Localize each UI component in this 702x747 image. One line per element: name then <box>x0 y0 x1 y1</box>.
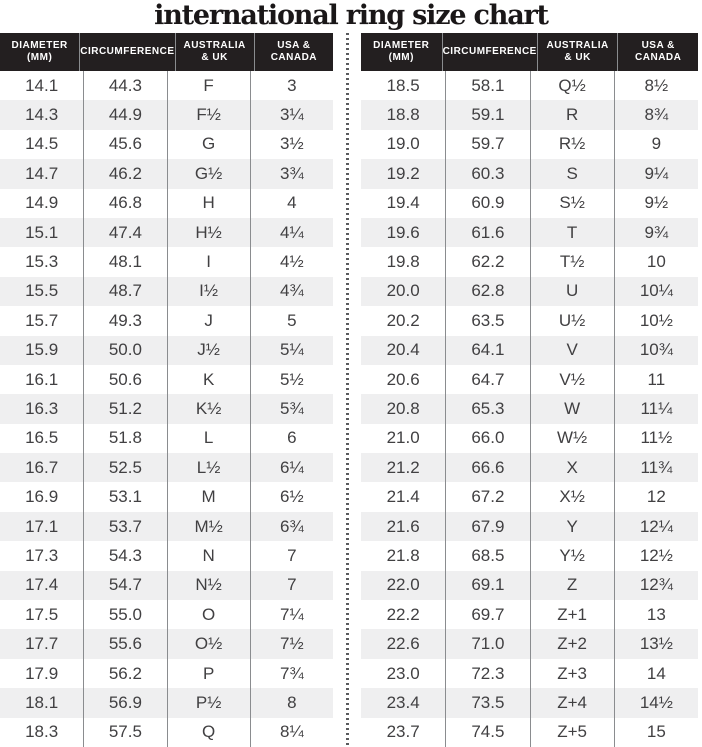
table-row <box>361 629 698 658</box>
table-row <box>0 453 333 482</box>
table-cell: 49.3 <box>83 306 166 335</box>
table-row <box>361 159 698 188</box>
table-cell: 64.7 <box>445 365 529 394</box>
table-cell: 69.7 <box>445 600 529 629</box>
table-cell: M <box>167 482 250 511</box>
table-cell: 17.3 <box>25 545 59 565</box>
table-cell: Y½ <box>530 541 614 570</box>
table-header-row <box>361 33 698 71</box>
table-cell: Z+1 <box>530 600 614 629</box>
table-cell: 19.4 <box>386 193 420 213</box>
table-cell: 56.9 <box>83 688 166 717</box>
table-cell: 6¼ <box>250 453 333 482</box>
table-cell: 8½ <box>614 71 698 100</box>
table-cell: O½ <box>167 629 250 658</box>
table-cell: 7½ <box>250 629 333 658</box>
table-row <box>0 365 333 394</box>
table-row <box>361 277 698 306</box>
table-cell: P½ <box>167 688 250 717</box>
table-cell: 9 <box>614 130 698 159</box>
table-cell: 12 <box>614 482 698 511</box>
table-cell: 14.1 <box>25 75 59 95</box>
table-cell: 14.5 <box>25 134 59 154</box>
table-cell: O <box>167 600 250 629</box>
table-cell: 18.5 <box>386 75 420 95</box>
table-cell: L½ <box>167 453 250 482</box>
table-cell: 14.7 <box>25 163 59 183</box>
table-row <box>0 306 333 335</box>
table-row <box>0 130 333 159</box>
table-cell: 6 <box>250 424 333 453</box>
table-cell: 9¼ <box>614 159 698 188</box>
table-cell: 65.3 <box>445 394 529 423</box>
table-cell: 66.6 <box>445 453 529 482</box>
table-cell: F <box>167 71 250 100</box>
table-cell: X <box>530 453 614 482</box>
page-title: international ring size chart <box>154 0 548 31</box>
table-cell: 45.6 <box>83 130 166 159</box>
table-cell: 46.2 <box>83 159 166 188</box>
table-cell: 73.5 <box>445 688 529 717</box>
table-cell: 19.6 <box>386 222 420 242</box>
table-cell: 4 <box>250 189 333 218</box>
table-row <box>0 600 333 629</box>
table-cell: 22.0 <box>386 575 420 595</box>
table-row <box>0 688 333 717</box>
table-cell: 20.6 <box>386 369 420 389</box>
table-cell: 48.1 <box>83 247 166 276</box>
table-cell: 19.0 <box>386 134 420 154</box>
table-cell: 20.8 <box>386 398 420 418</box>
table-cell: 21.8 <box>386 545 420 565</box>
table-row <box>361 189 698 218</box>
table-cell: 63.5 <box>445 306 529 335</box>
table-cell: 6½ <box>250 482 333 511</box>
table-cell: 23.0 <box>386 663 420 683</box>
table-cell: 7¼ <box>250 600 333 629</box>
table-cell: H½ <box>167 218 250 247</box>
table-cell: 21.4 <box>386 487 420 507</box>
table-cell: I <box>167 247 250 276</box>
table-cell: 67.9 <box>445 512 529 541</box>
table-cell: 12½ <box>614 541 698 570</box>
table-cell: 47.4 <box>83 218 166 247</box>
table-cell: 15.7 <box>25 310 59 330</box>
ring-size-table-left <box>0 33 333 747</box>
table-cell: 8 <box>250 688 333 717</box>
table-cell: Z+4 <box>530 688 614 717</box>
table-cell: Q <box>167 718 250 747</box>
table-cell: 59.7 <box>445 130 529 159</box>
table-cell: 6¾ <box>250 512 333 541</box>
tables-container <box>0 33 702 747</box>
table-cell: 11½ <box>614 424 698 453</box>
table-cell: 11¾ <box>614 453 698 482</box>
table-cell: 10 <box>614 247 698 276</box>
column-header: CIRCUMFERENCE <box>442 33 537 71</box>
table-cell: T½ <box>530 247 614 276</box>
table-cell: 56.2 <box>83 659 166 688</box>
table-cell: 4¾ <box>250 277 333 306</box>
table-cell: W <box>530 394 614 423</box>
table-row <box>361 541 698 570</box>
table-cell: R <box>530 100 614 129</box>
table-row <box>0 512 333 541</box>
table-cell: T <box>530 218 614 247</box>
table-cell: 21.0 <box>386 428 420 448</box>
table-cell: 58.1 <box>445 71 529 100</box>
table-cell: 13½ <box>614 629 698 658</box>
table-cell: 69.1 <box>445 571 529 600</box>
table-cell: 64.1 <box>445 336 529 365</box>
table-cell: 16.1 <box>25 369 59 389</box>
column-header: CIRCUMFERENCE <box>79 33 174 71</box>
column-header: DIAMETER (MM) <box>0 33 79 71</box>
table-row <box>361 306 698 335</box>
table-row <box>361 247 698 276</box>
table-row <box>0 482 333 511</box>
table-cell: 17.4 <box>25 575 59 595</box>
table-cell: 21.2 <box>386 457 420 477</box>
table-cell: 8¼ <box>250 718 333 747</box>
table-cell: J½ <box>167 336 250 365</box>
table-cell: 67.2 <box>445 482 529 511</box>
table-cell: 16.9 <box>25 487 59 507</box>
table-cell: 61.6 <box>445 218 529 247</box>
table-cell: M½ <box>167 512 250 541</box>
table-cell: 55.6 <box>83 629 166 658</box>
table-cell: 19.8 <box>386 252 420 272</box>
table-cell: V½ <box>530 365 614 394</box>
table-header-row <box>0 33 333 71</box>
table-cell: F½ <box>167 100 250 129</box>
table-cell: 7 <box>250 571 333 600</box>
table-cell: W½ <box>530 424 614 453</box>
table-cell: R½ <box>530 130 614 159</box>
table-cell: U½ <box>530 306 614 335</box>
table-cell: 3¼ <box>250 100 333 129</box>
table-cell: 50.0 <box>83 336 166 365</box>
table-cell: 10½ <box>614 306 698 335</box>
dotted-divider <box>346 33 349 747</box>
table-cell: 17.1 <box>25 516 59 536</box>
table-cell: 18.1 <box>25 692 59 712</box>
table-cell: 5 <box>250 306 333 335</box>
table-cell: U <box>530 277 614 306</box>
table-row <box>361 130 698 159</box>
table-cell: 3¾ <box>250 159 333 188</box>
table-cell: S½ <box>530 189 614 218</box>
table-row <box>0 159 333 188</box>
table-row <box>0 218 333 247</box>
table-cell: 18.8 <box>386 105 420 125</box>
ring-size-table-right <box>361 33 698 747</box>
table-cell: L <box>167 424 250 453</box>
table-cell: N½ <box>167 571 250 600</box>
table-cell: 60.9 <box>445 189 529 218</box>
table-cell: 44.3 <box>83 71 166 100</box>
table-row <box>361 365 698 394</box>
table-cell: 71.0 <box>445 629 529 658</box>
table-cell: Y <box>530 512 614 541</box>
table-cell: J <box>167 306 250 335</box>
table-cell: S <box>530 159 614 188</box>
table-row <box>0 189 333 218</box>
table-cell: 66.0 <box>445 424 529 453</box>
table-cell: N <box>167 541 250 570</box>
table-cell: 23.4 <box>386 692 420 712</box>
table-cell: 53.7 <box>83 512 166 541</box>
table-cell: 15 <box>614 718 698 747</box>
column-header: USA & CANADA <box>617 33 698 71</box>
table-cell: Z <box>530 571 614 600</box>
table-cell: Z+2 <box>530 629 614 658</box>
table-cell: 18.3 <box>25 722 59 742</box>
table-cell: 10¾ <box>614 336 698 365</box>
table-cell: 5½ <box>250 365 333 394</box>
column-header: USA & CANADA <box>254 33 333 71</box>
column-header: DIAMETER (MM) <box>361 33 442 71</box>
table-row <box>361 571 698 600</box>
table-row <box>0 100 333 129</box>
table-cell: 17.7 <box>25 634 59 654</box>
table-cell: 22.6 <box>386 634 420 654</box>
table-row <box>0 718 333 747</box>
table-cell: V <box>530 336 614 365</box>
column-header: AUSTRALIA & UK <box>175 33 254 71</box>
table-cell: P <box>167 659 250 688</box>
table-cell: 15.5 <box>25 281 59 301</box>
table-cell: 12¾ <box>614 571 698 600</box>
table-row <box>361 394 698 423</box>
column-header: AUSTRALIA & UK <box>537 33 618 71</box>
table-cell: 11 <box>614 365 698 394</box>
table-cell: 23.7 <box>386 722 420 742</box>
table-row <box>0 336 333 365</box>
table-cell: 48.7 <box>83 277 166 306</box>
table-row <box>0 247 333 276</box>
table-cell: 59.1 <box>445 100 529 129</box>
table-row <box>0 277 333 306</box>
table-cell: 46.8 <box>83 189 166 218</box>
table-cell: 8¾ <box>614 100 698 129</box>
table-cell: 53.1 <box>83 482 166 511</box>
table-cell: 7 <box>250 541 333 570</box>
table-row <box>361 336 698 365</box>
table-row <box>0 659 333 688</box>
table-cell: 4¼ <box>250 218 333 247</box>
table-cell: I½ <box>167 277 250 306</box>
table-cell: 14.3 <box>25 105 59 125</box>
table-row <box>361 453 698 482</box>
table-cell: X½ <box>530 482 614 511</box>
table-cell: K½ <box>167 394 250 423</box>
table-cell: 74.5 <box>445 718 529 747</box>
table-cell: 50.6 <box>83 365 166 394</box>
table-cell: 3 <box>250 71 333 100</box>
table-row <box>361 718 698 747</box>
table-cell: 14½ <box>614 688 698 717</box>
table-row <box>361 600 698 629</box>
table-cell: Z+3 <box>530 659 614 688</box>
table-cell: 54.3 <box>83 541 166 570</box>
table-cell: 9½ <box>614 189 698 218</box>
table-gutter <box>333 33 361 747</box>
table-row <box>361 659 698 688</box>
table-row <box>361 688 698 717</box>
table-cell: 72.3 <box>445 659 529 688</box>
table-cell: 19.2 <box>386 163 420 183</box>
table-cell: 62.2 <box>445 247 529 276</box>
table-cell: 51.8 <box>83 424 166 453</box>
table-cell: 44.9 <box>83 100 166 129</box>
table-row <box>361 512 698 541</box>
table-cell: 54.7 <box>83 571 166 600</box>
table-cell: G <box>167 130 250 159</box>
table-cell: 11¼ <box>614 394 698 423</box>
table-cell: 20.0 <box>386 281 420 301</box>
table-cell: 52.5 <box>83 453 166 482</box>
table-cell: 17.5 <box>25 604 59 624</box>
table-cell: 5¾ <box>250 394 333 423</box>
table-cell: 4½ <box>250 247 333 276</box>
table-cell: 51.2 <box>83 394 166 423</box>
table-cell: H <box>167 189 250 218</box>
table-row <box>361 100 698 129</box>
table-cell: 7¾ <box>250 659 333 688</box>
table-cell: 20.4 <box>386 340 420 360</box>
table-row <box>361 218 698 247</box>
table-row <box>0 571 333 600</box>
table-cell: 13 <box>614 600 698 629</box>
table-cell: 16.3 <box>25 398 59 418</box>
table-cell: 16.5 <box>25 428 59 448</box>
table-row <box>361 71 698 100</box>
table-cell: 3½ <box>250 130 333 159</box>
table-cell: 17.9 <box>25 663 59 683</box>
table-row <box>0 629 333 658</box>
table-cell: 15.9 <box>25 340 59 360</box>
table-cell: Z+5 <box>530 718 614 747</box>
table-cell: 55.0 <box>83 600 166 629</box>
table-row <box>0 394 333 423</box>
table-cell: 60.3 <box>445 159 529 188</box>
table-row <box>0 541 333 570</box>
table-row <box>0 71 333 100</box>
table-cell: 12¼ <box>614 512 698 541</box>
table-cell: 21.6 <box>386 516 420 536</box>
table-cell: 14 <box>614 659 698 688</box>
table-row <box>361 482 698 511</box>
table-cell: 9¾ <box>614 218 698 247</box>
table-cell: 14.9 <box>25 193 59 213</box>
table-cell: 57.5 <box>83 718 166 747</box>
table-cell: 68.5 <box>445 541 529 570</box>
table-cell: 15.3 <box>25 252 59 272</box>
table-row <box>0 424 333 453</box>
table-cell: 62.8 <box>445 277 529 306</box>
table-cell: 22.2 <box>386 604 420 624</box>
table-cell: 10¼ <box>614 277 698 306</box>
table-cell: K <box>167 365 250 394</box>
table-cell: 20.2 <box>386 310 420 330</box>
table-cell: Q½ <box>530 71 614 100</box>
table-cell: 5¼ <box>250 336 333 365</box>
table-cell: 15.1 <box>25 222 59 242</box>
table-cell: 16.7 <box>25 457 59 477</box>
table-row <box>361 424 698 453</box>
table-cell: G½ <box>167 159 250 188</box>
